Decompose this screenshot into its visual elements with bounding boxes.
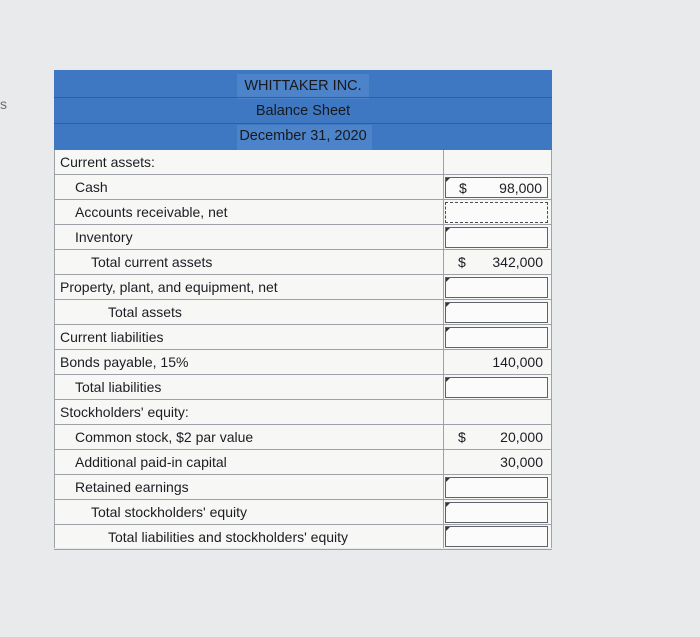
edge-text-fragment: s [0, 96, 7, 112]
apic-amount [445, 452, 548, 473]
cash-amount-field[interactable] [445, 177, 548, 198]
total-liabilities-field[interactable] [445, 377, 548, 398]
statement-title: Balance Sheet [255, 103, 351, 119]
row-label: Common stock, $2 par value [75, 429, 254, 445]
cell-indicator-icon [446, 527, 450, 531]
currency-symbol: $ [458, 254, 466, 270]
row-stockholders-equity [54, 400, 552, 425]
cell-indicator-icon [446, 178, 450, 182]
row-label: Accounts receivable, net [75, 204, 228, 220]
row-label: Bonds payable, 15% [60, 354, 189, 370]
row-label: Additional paid-in capital [75, 454, 227, 470]
bonds-payable-amount [445, 352, 548, 373]
accounts-receivable-field[interactable] [445, 202, 548, 223]
row-label: Total liabilities and stockholders' equity [108, 529, 349, 545]
current-liabilities-field[interactable] [445, 327, 548, 348]
row-label: Inventory [75, 229, 133, 245]
row-label: Total stockholders' equity [91, 504, 247, 520]
row-label: Current liabilities [60, 329, 164, 345]
row-label: Cash [75, 179, 108, 195]
cell-indicator-icon [446, 503, 450, 507]
statement-date: December 31, 2020 [239, 128, 367, 144]
row-label: Total current assets [91, 254, 213, 270]
common-stock-value: 20,000 [500, 429, 543, 445]
statement-header [54, 70, 552, 150]
company-name: WHITTAKER INC. [244, 78, 362, 94]
cell-indicator-icon [446, 378, 450, 382]
cell-indicator-icon [446, 278, 450, 282]
row-label: Current assets: [60, 154, 155, 170]
cell-indicator-icon [446, 328, 450, 332]
total-liabilities-and-equity-field[interactable] [445, 526, 548, 547]
cell-indicator-icon [446, 303, 450, 307]
total-current-assets-amount [445, 252, 548, 273]
inventory-field[interactable] [445, 227, 548, 248]
total-assets-field[interactable] [445, 302, 548, 323]
cell-indicator-icon [446, 228, 450, 232]
currency-symbol: $ [459, 180, 467, 196]
balance-sheet-worksheet [54, 70, 552, 548]
row-label: Stockholders' equity: [60, 404, 189, 420]
cell-indicator-icon [446, 478, 450, 482]
row-label: Total assets [108, 304, 182, 320]
row-label: Total liabilities [75, 379, 162, 395]
total-stockholders-equity-field[interactable] [445, 502, 548, 523]
common-stock-amount [445, 427, 548, 448]
row-label: Property, plant, and equipment, net [60, 279, 278, 295]
currency-symbol: $ [458, 429, 466, 445]
cash-value: 98,000 [499, 180, 542, 196]
row-current-assets [54, 150, 552, 175]
retained-earnings-field[interactable] [445, 477, 548, 498]
apic-value: 30,000 [500, 454, 543, 470]
row-label: Retained earnings [75, 479, 189, 495]
bonds-payable-value: 140,000 [492, 354, 543, 370]
total-current-assets-value: 342,000 [492, 254, 543, 270]
ppe-field[interactable] [445, 277, 548, 298]
